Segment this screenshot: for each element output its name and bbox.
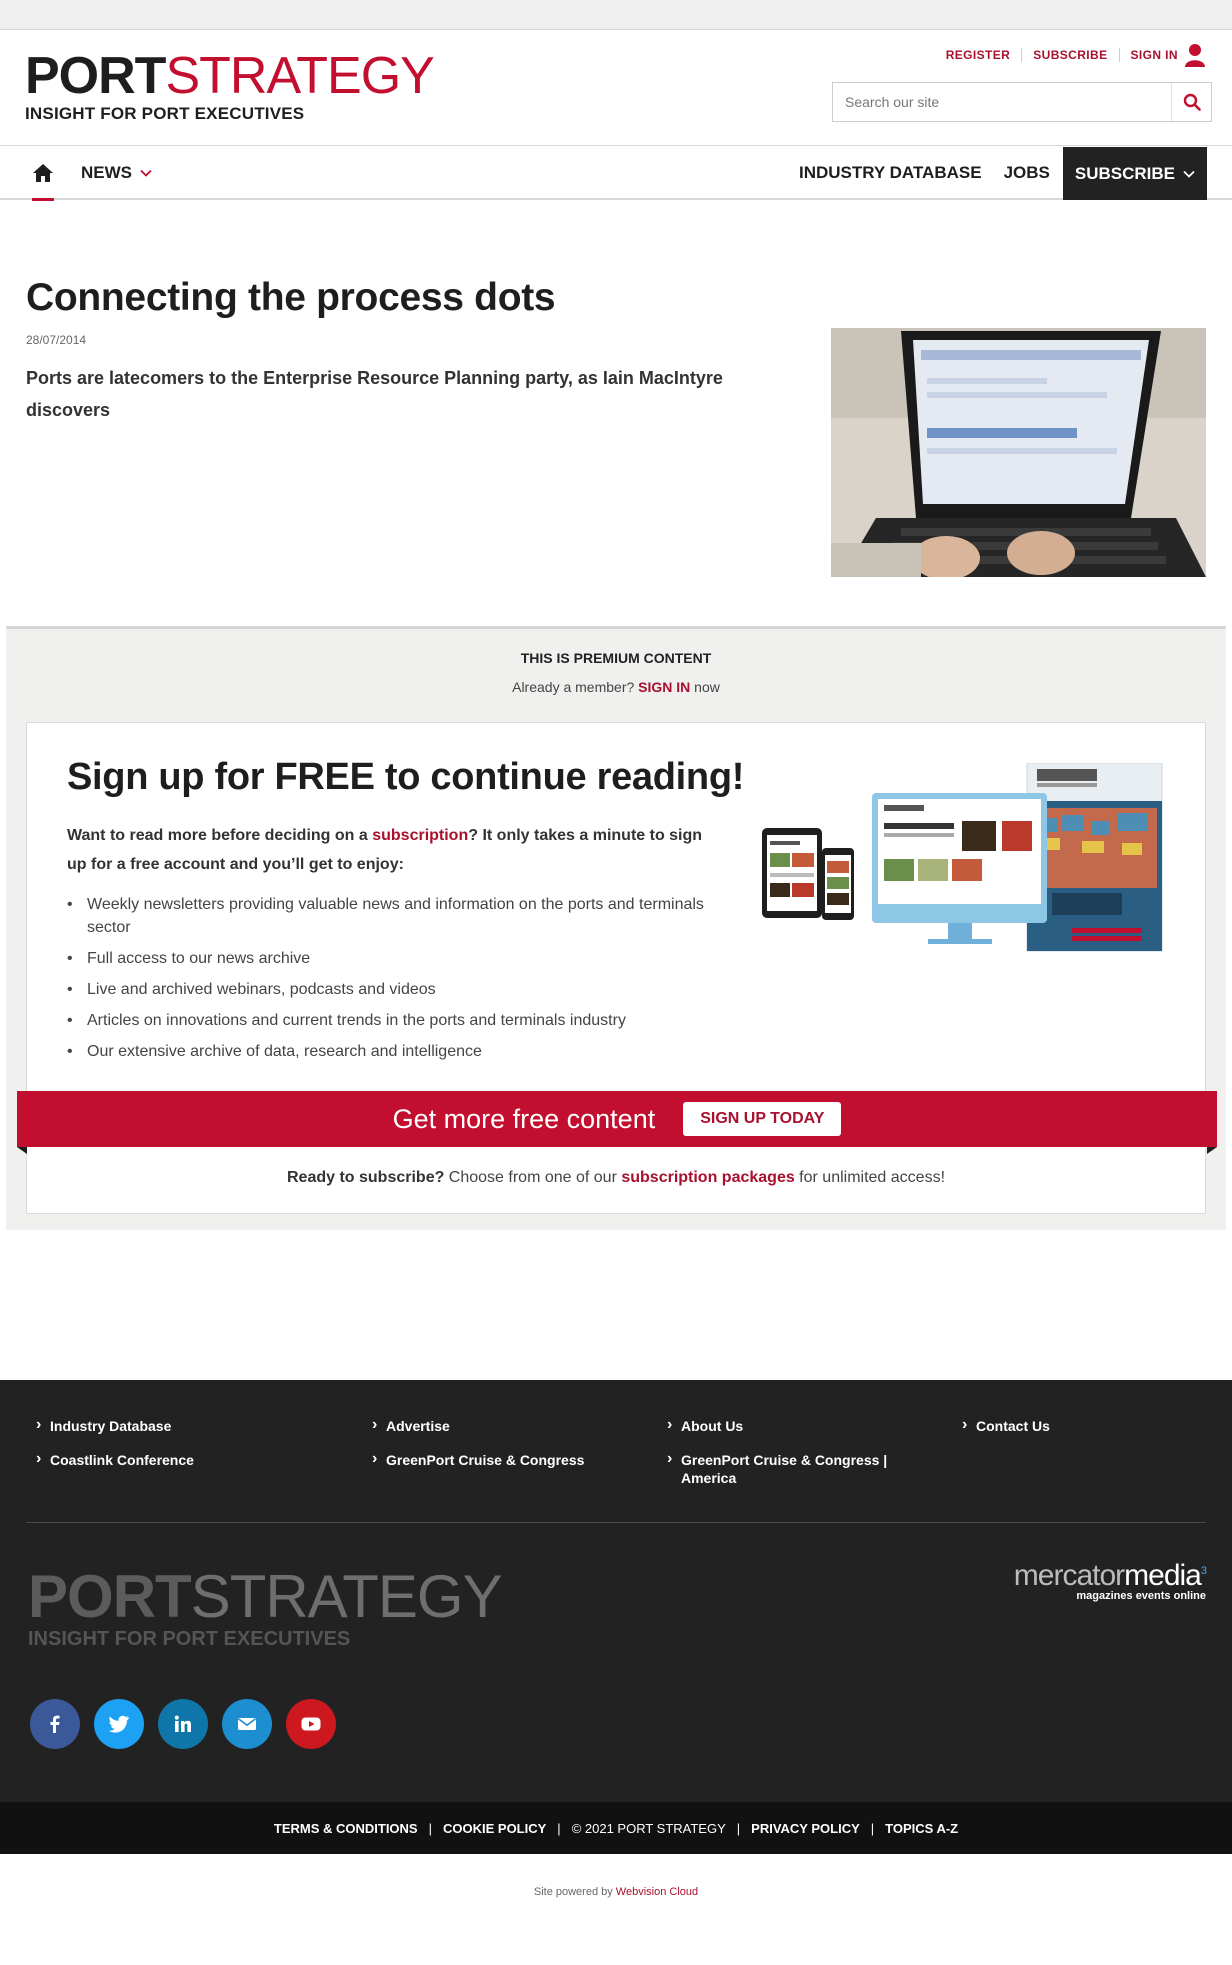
signin-link[interactable]: SIGN IN <box>1130 48 1178 62</box>
email-button[interactable] <box>222 1699 272 1749</box>
powered-prefix: Site powered by <box>533 1886 616 1898</box>
member-prefix: Already a member? <box>512 679 639 695</box>
nav-news-label: NEWS <box>81 162 132 182</box>
linkedin-icon <box>174 1715 192 1733</box>
article-hero-image <box>831 328 1206 577</box>
utility-links <box>935 43 1206 67</box>
media-word: media <box>1124 1559 1201 1592</box>
terms-link[interactable]: TERMS & CONDITIONS <box>273 1820 418 1836</box>
youtube-icon <box>301 1717 321 1731</box>
twitter-icon <box>108 1715 130 1733</box>
premium-heading: THIS IS PREMIUM CONTENT <box>520 650 712 666</box>
mercator-tagline: magazines events online <box>1076 1590 1206 1602</box>
email-icon <box>237 1716 257 1732</box>
footer-link-greenport[interactable]: › GreenPort Cruise & Congress <box>370 1451 584 1469</box>
footer-divider <box>26 1522 1206 1523</box>
sign-up-today-button[interactable]: SIGN UP TODAY <box>683 1102 841 1136</box>
nav-industry-database[interactable]: INDUSTRY DATABASE <box>798 162 982 182</box>
nav-subscribe-label: SUBSCRIBE <box>1074 163 1175 183</box>
list-item: • Live and archived webinars, podcasts and videos <box>67 978 717 1001</box>
footer-col-2 <box>370 1417 584 1485</box>
facebook-icon <box>45 1714 65 1734</box>
nav-jobs[interactable]: JOBS <box>1003 162 1050 182</box>
footer-logo[interactable] <box>28 1564 502 1651</box>
search-icon <box>1183 93 1201 111</box>
footer-col-4 <box>960 1417 1050 1451</box>
legal-separator: | <box>557 1820 561 1836</box>
subscribe-link[interactable]: SUBSCRIBE <box>1022 48 1119 62</box>
logo-tagline: INSIGHT FOR PORT EXECUTIVES <box>25 104 305 123</box>
site-header <box>0 30 1232 145</box>
footer-logo-tagline: INSIGHT FOR PORT EXECUTIVES <box>28 1628 351 1650</box>
article-standfirst: Ports are latecomers to the Enterprise Resource Planning party, as Iain MacIntyre discovers <box>26 368 723 420</box>
logo-port: PORT <box>25 47 166 105</box>
legal-separator: | <box>870 1820 875 1836</box>
intro-suffix: ? It only takes a minute to sign up for a free account and you’ll get to enjoy: <box>67 827 703 873</box>
facebook-button[interactable] <box>30 1699 80 1749</box>
logo-wordmark <box>25 46 434 106</box>
footer-link-about[interactable]: › About Us <box>665 1417 895 1435</box>
register-link[interactable]: REGISTER <box>935 48 1023 62</box>
premium-paywall <box>6 626 1226 1230</box>
user-icon[interactable] <box>1184 43 1206 67</box>
mercator-sup: 3 <box>1200 1565 1206 1577</box>
list-item: • Articles on innovations and current trends in the ports and terminals industry <box>67 1009 717 1032</box>
home-icon <box>32 163 54 183</box>
powered-by <box>0 1886 1232 1898</box>
youtube-button[interactable] <box>286 1699 336 1749</box>
footer-logo-wordmark <box>28 1564 502 1630</box>
search-box <box>832 82 1212 122</box>
footer-link-contact[interactable]: › Contact Us <box>960 1417 1050 1435</box>
nav-subscribe[interactable] <box>1063 147 1207 200</box>
webvision-link[interactable]: Webvision Cloud <box>615 1886 699 1898</box>
footer-link-greenport-america[interactable]: › GreenPort Cruise & Congress | America <box>665 1451 895 1487</box>
nav-news[interactable] <box>81 146 152 199</box>
footer-logo-strategy: STRATEGY <box>190 1563 502 1630</box>
copyright: © 2021 PORT STRATEGY <box>571 1820 726 1836</box>
cta-text: Get more free content <box>392 1103 656 1134</box>
subscribe-prompt-suffix: for unlimited access! <box>794 1169 946 1186</box>
devices-illustration <box>762 763 1182 963</box>
legal-separator: | <box>428 1820 432 1836</box>
signup-card <box>26 722 1206 1214</box>
cta-bar <box>17 1091 1217 1147</box>
home-button[interactable] <box>26 146 60 199</box>
footer-logo-port: PORT <box>28 1563 191 1630</box>
social-links <box>30 1699 350 1749</box>
site-footer <box>0 1380 1232 1802</box>
mercator-media-logo[interactable] <box>1014 1555 1206 1602</box>
search-input[interactable] <box>833 83 1171 121</box>
chevron-down-icon <box>1183 170 1195 178</box>
list-item: • Full access to our news archive <box>67 947 717 970</box>
subscription-packages-link[interactable]: subscription packages <box>621 1169 795 1186</box>
subscription-link[interactable]: subscription <box>372 827 469 844</box>
footer-col-3 <box>665 1417 895 1487</box>
main-nav <box>0 145 1232 200</box>
top-strip <box>0 0 1232 30</box>
linkedin-button[interactable] <box>158 1699 208 1749</box>
signup-title: Sign up for FREE to continue reading! <box>67 756 745 798</box>
legal-bar <box>0 1802 1232 1854</box>
footer-link-industry-database[interactable]: › Industry Database <box>34 1417 194 1435</box>
subscribe-prompt <box>27 1169 1205 1187</box>
list-item: • Our extensive archive of data, research and intelligence <box>67 1040 717 1063</box>
twitter-button[interactable] <box>94 1699 144 1749</box>
subscribe-prompt-mid: Choose from one of our <box>444 1169 622 1186</box>
topics-az-link[interactable]: TOPICS A-Z <box>885 1820 959 1836</box>
search-button[interactable] <box>1171 83 1211 121</box>
legal-separator: | <box>736 1820 741 1836</box>
logo-strategy: STRATEGY <box>165 47 434 105</box>
site-logo[interactable] <box>25 46 434 124</box>
benefits-list <box>67 893 717 1071</box>
premium-signin-link[interactable]: SIGN IN <box>638 679 691 695</box>
mercator-wordmark <box>1014 1555 1206 1592</box>
article-title: Connecting the process dots <box>26 276 556 319</box>
mercator-word: mercator <box>1013 1559 1125 1592</box>
article-date: 28/07/2014 <box>26 333 87 347</box>
chevron-down-icon <box>140 169 152 177</box>
list-item: • Weekly newsletters providing valuable news and information on the ports and terminals sector <box>67 893 717 939</box>
privacy-policy-link[interactable]: PRIVACY POLICY <box>751 1820 860 1836</box>
article <box>0 200 1232 627</box>
intro-prefix: Want to read more before deciding on a <box>67 827 373 844</box>
nav-right <box>788 146 1207 199</box>
footer-link-advertise[interactable]: › Advertise <box>370 1417 584 1435</box>
cookie-policy-link[interactable]: COOKIE POLICY <box>443 1820 547 1836</box>
signup-intro <box>67 821 707 879</box>
member-suffix: now <box>690 679 720 695</box>
footer-col-1 <box>34 1417 194 1485</box>
subscribe-prompt-bold: Ready to subscribe? <box>286 1169 445 1186</box>
premium-member-line <box>6 679 1226 695</box>
footer-link-coastlink[interactable]: › Coastlink Conference <box>34 1451 194 1469</box>
